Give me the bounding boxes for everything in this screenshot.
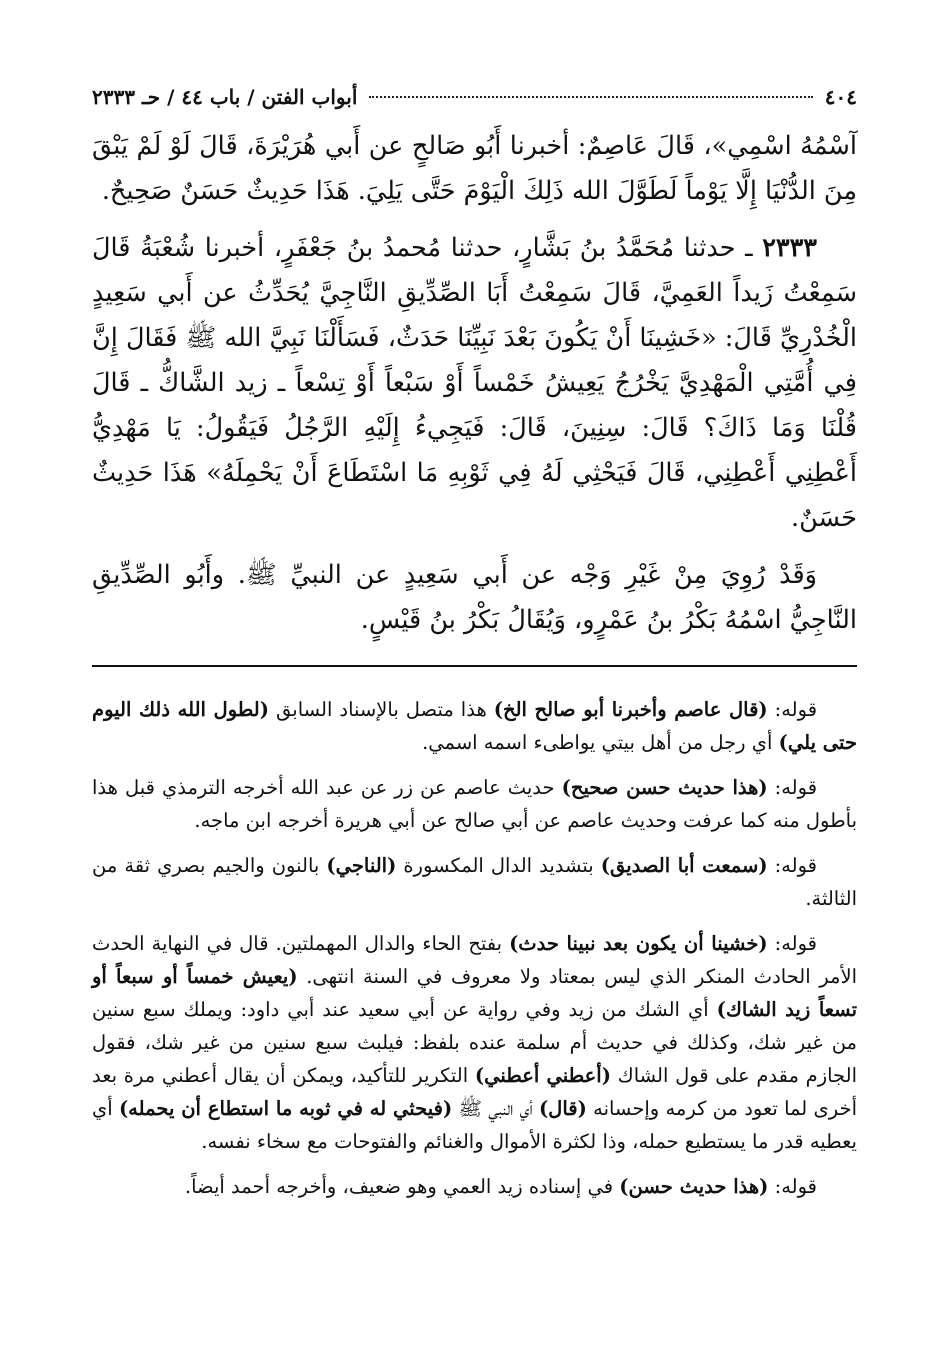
commentary-lead: قوله: bbox=[774, 854, 817, 877]
running-head bbox=[92, 80, 857, 114]
page-number: ٤٠٤ bbox=[824, 85, 857, 109]
commentary-text: بالنون والجيم بصري ثقة من الثالثة. bbox=[92, 854, 857, 910]
quoted-phrase: (الناجي) bbox=[326, 854, 397, 877]
commentary-lead: قوله: bbox=[774, 1175, 817, 1198]
quoted-phrase: (فيحثي له في ثوبه ما استطاع أن يحمله) bbox=[118, 1097, 453, 1120]
commentary-text: أي النبي ﷺ bbox=[458, 1097, 533, 1120]
commentary-text: أي يعطيه قدر ما يستطيع حمله، وذا لكثرة الأموال والغنائم والفتوحات مع سخاء نفسه. bbox=[92, 1097, 857, 1153]
commentary-text: في إسناده زيد العمي وهو ضعيف، وأخرجه أحمد أيضاً. bbox=[184, 1175, 614, 1198]
quoted-phrase: (خشينا أن يكون بعد نبينا حدث) bbox=[509, 932, 768, 955]
quoted-phrase: (قال عاصم وأخبرنا أبو صالح الخ) bbox=[493, 698, 768, 721]
quoted-phrase: (هذا حديث حسن صحيح) bbox=[561, 776, 768, 799]
commentary-text: حديث عاصم عن زر عن عبد الله أخرجه الترمذي قبل هذا بأطول منه كما عرفت وحديث عاصم عن أبي صالح عن أبي هريرة أخرجه ابن ماجه. bbox=[92, 776, 857, 832]
commentary-text: التكرير للتأكيد، ويمكن أن يقال أعطني مرة بعد أخرى لما تعود من كرمه وإحسانه bbox=[92, 1064, 857, 1120]
hadith-body: ـ حدثنا مُحَمَّدُ بنُ بَشَّارٍ، حدثنا مُحمدُ بنُ جَعْفَرٍ، أخبرنا شُعْبَةُ قَالَ سَمِعْتُ زَيداً العَمِيَّ، قَالَ سَمِعْتُ أَبَا الصِّدِّيقِ النَّاجِيَّ يُحَدِّثُ عن أَبي سَعِيدٍ الْخُدْرِيِّ قَالَ: «خَشِينَا أَنْ يَكُونَ بَعْدَ نَبِيِّنَا حَدَثٌ، فَسَأَلْنَا نَبِيَّ الله ﷺ فَقَالَ إِنَّ فِي أُمَّتِي الْمَهْدِيَّ يَخْرُجُ يَعِيشُ خَمْساً أَوْ سَبْعاً أَوْ تِسْعاً ـ زيد الشَّاكُّ ـ قَالَ قُلْنَا وَمَا ذَاكَ؟ قَالَ: سِنِينَ، قَالَ: فَيَجِيءُ إِلَيْهِ الرَّجُلُ فَيَقُولُ: يَا مَهْدِيُّ أَعْطِنِي أَعْطِنِي، قَالَ فَيَحْثِي لَهُ فِي ثَوْبِهِ مَا اسْتَطَاعَ أَنْ يَحْمِلَهُ» هَذَا حَدِيثٌ حَسَنٌ. bbox=[92, 233, 857, 533]
commentary-text: أي الشك من زيد وفي رواية عن أبي سعيد عند أبي داود: ويملك سبع سنين من غير شك، وكذلك في حديث أم سلمة عنده بلفظ: فيلبث سبع سنين من غير شك، فقول الجازم مقدم على قول الشاك bbox=[92, 998, 857, 1087]
leader-dots bbox=[369, 96, 812, 98]
quoted-phrase: (أعطني أعطني) bbox=[474, 1064, 611, 1087]
commentary bbox=[92, 693, 857, 1215]
commentary-lead: قوله: bbox=[774, 698, 818, 721]
hadith-text bbox=[92, 124, 857, 655]
commentary-text: أي رجل من أهل بيتي يواطىء اسمه اسمي. bbox=[422, 731, 773, 754]
chapter-title: أبواب الفتن / باب ٤٤ / حـ ٢٣٣٣ bbox=[92, 85, 358, 109]
commentary-paragraph bbox=[92, 849, 857, 915]
quoted-phrase: (لطول الله ذلك اليوم حتى يلي) bbox=[92, 698, 857, 754]
commentary-lead: قوله: bbox=[774, 932, 818, 955]
hadith-paragraph: آسْمُهُ اسْمِي»، قَالَ عَاصِمٌ: أخبرنا أَبُو صَالحٍ عن أَبي هُرَيْرَةَ، قَالَ لَوْ لَمْ يَبْقَ مِنَ الدُّنْيَا إِلَّا يَوْماً لَطَوَّلَ الله ذَلِكَ الْيَوْمَ حَتَّى يَلِيَ. هَذَا حَدِيثٌ حَسَنٌ صَحِيحٌ. bbox=[92, 131, 857, 206]
section-divider bbox=[92, 665, 857, 667]
quoted-phrase: (سمعت أبا الصديق) bbox=[600, 854, 768, 877]
commentary-text: هذا متصل بالإسناد السابق bbox=[276, 698, 487, 721]
hadith-number: ٢٣٣٣ bbox=[762, 233, 817, 263]
commentary-lead: قوله: bbox=[774, 776, 818, 799]
quoted-phrase: (قال) bbox=[538, 1097, 587, 1120]
quoted-phrase: (هذا حديث حسن) bbox=[619, 1175, 769, 1198]
commentary-text: بفتح الحاء والدال المهملتين. قال في النهاية الحدث الأمر الحادث المنكر الذي ليس بمعتاد ولا معروف في السنة انتهى. bbox=[92, 932, 858, 988]
commentary-paragraph bbox=[92, 1170, 857, 1203]
hadith-paragraph bbox=[92, 226, 857, 541]
commentary-paragraph bbox=[92, 927, 857, 1158]
hadith-paragraph: وَقَدْ رُوِيَ مِنْ غَيْرِ وَجْه عن أَبي سَعِيدٍ عن النبيِّ ﷺ. وأَبُو الصِّدِّيقِ النَّاجِيُّ اسْمُهُ بَكْرُ بنُ عَمْرٍو، وَيُقَالُ بَكْرُ بنُ قَيْسٍ. bbox=[92, 560, 857, 635]
quoted-phrase: (يعيش خمساً أو سبعاً أو تسعاً زيد الشاك) bbox=[92, 965, 858, 1021]
commentary-paragraph bbox=[92, 693, 857, 759]
commentary-paragraph bbox=[92, 771, 857, 837]
commentary-text: بتشديد الدال المكسورة bbox=[403, 854, 594, 877]
